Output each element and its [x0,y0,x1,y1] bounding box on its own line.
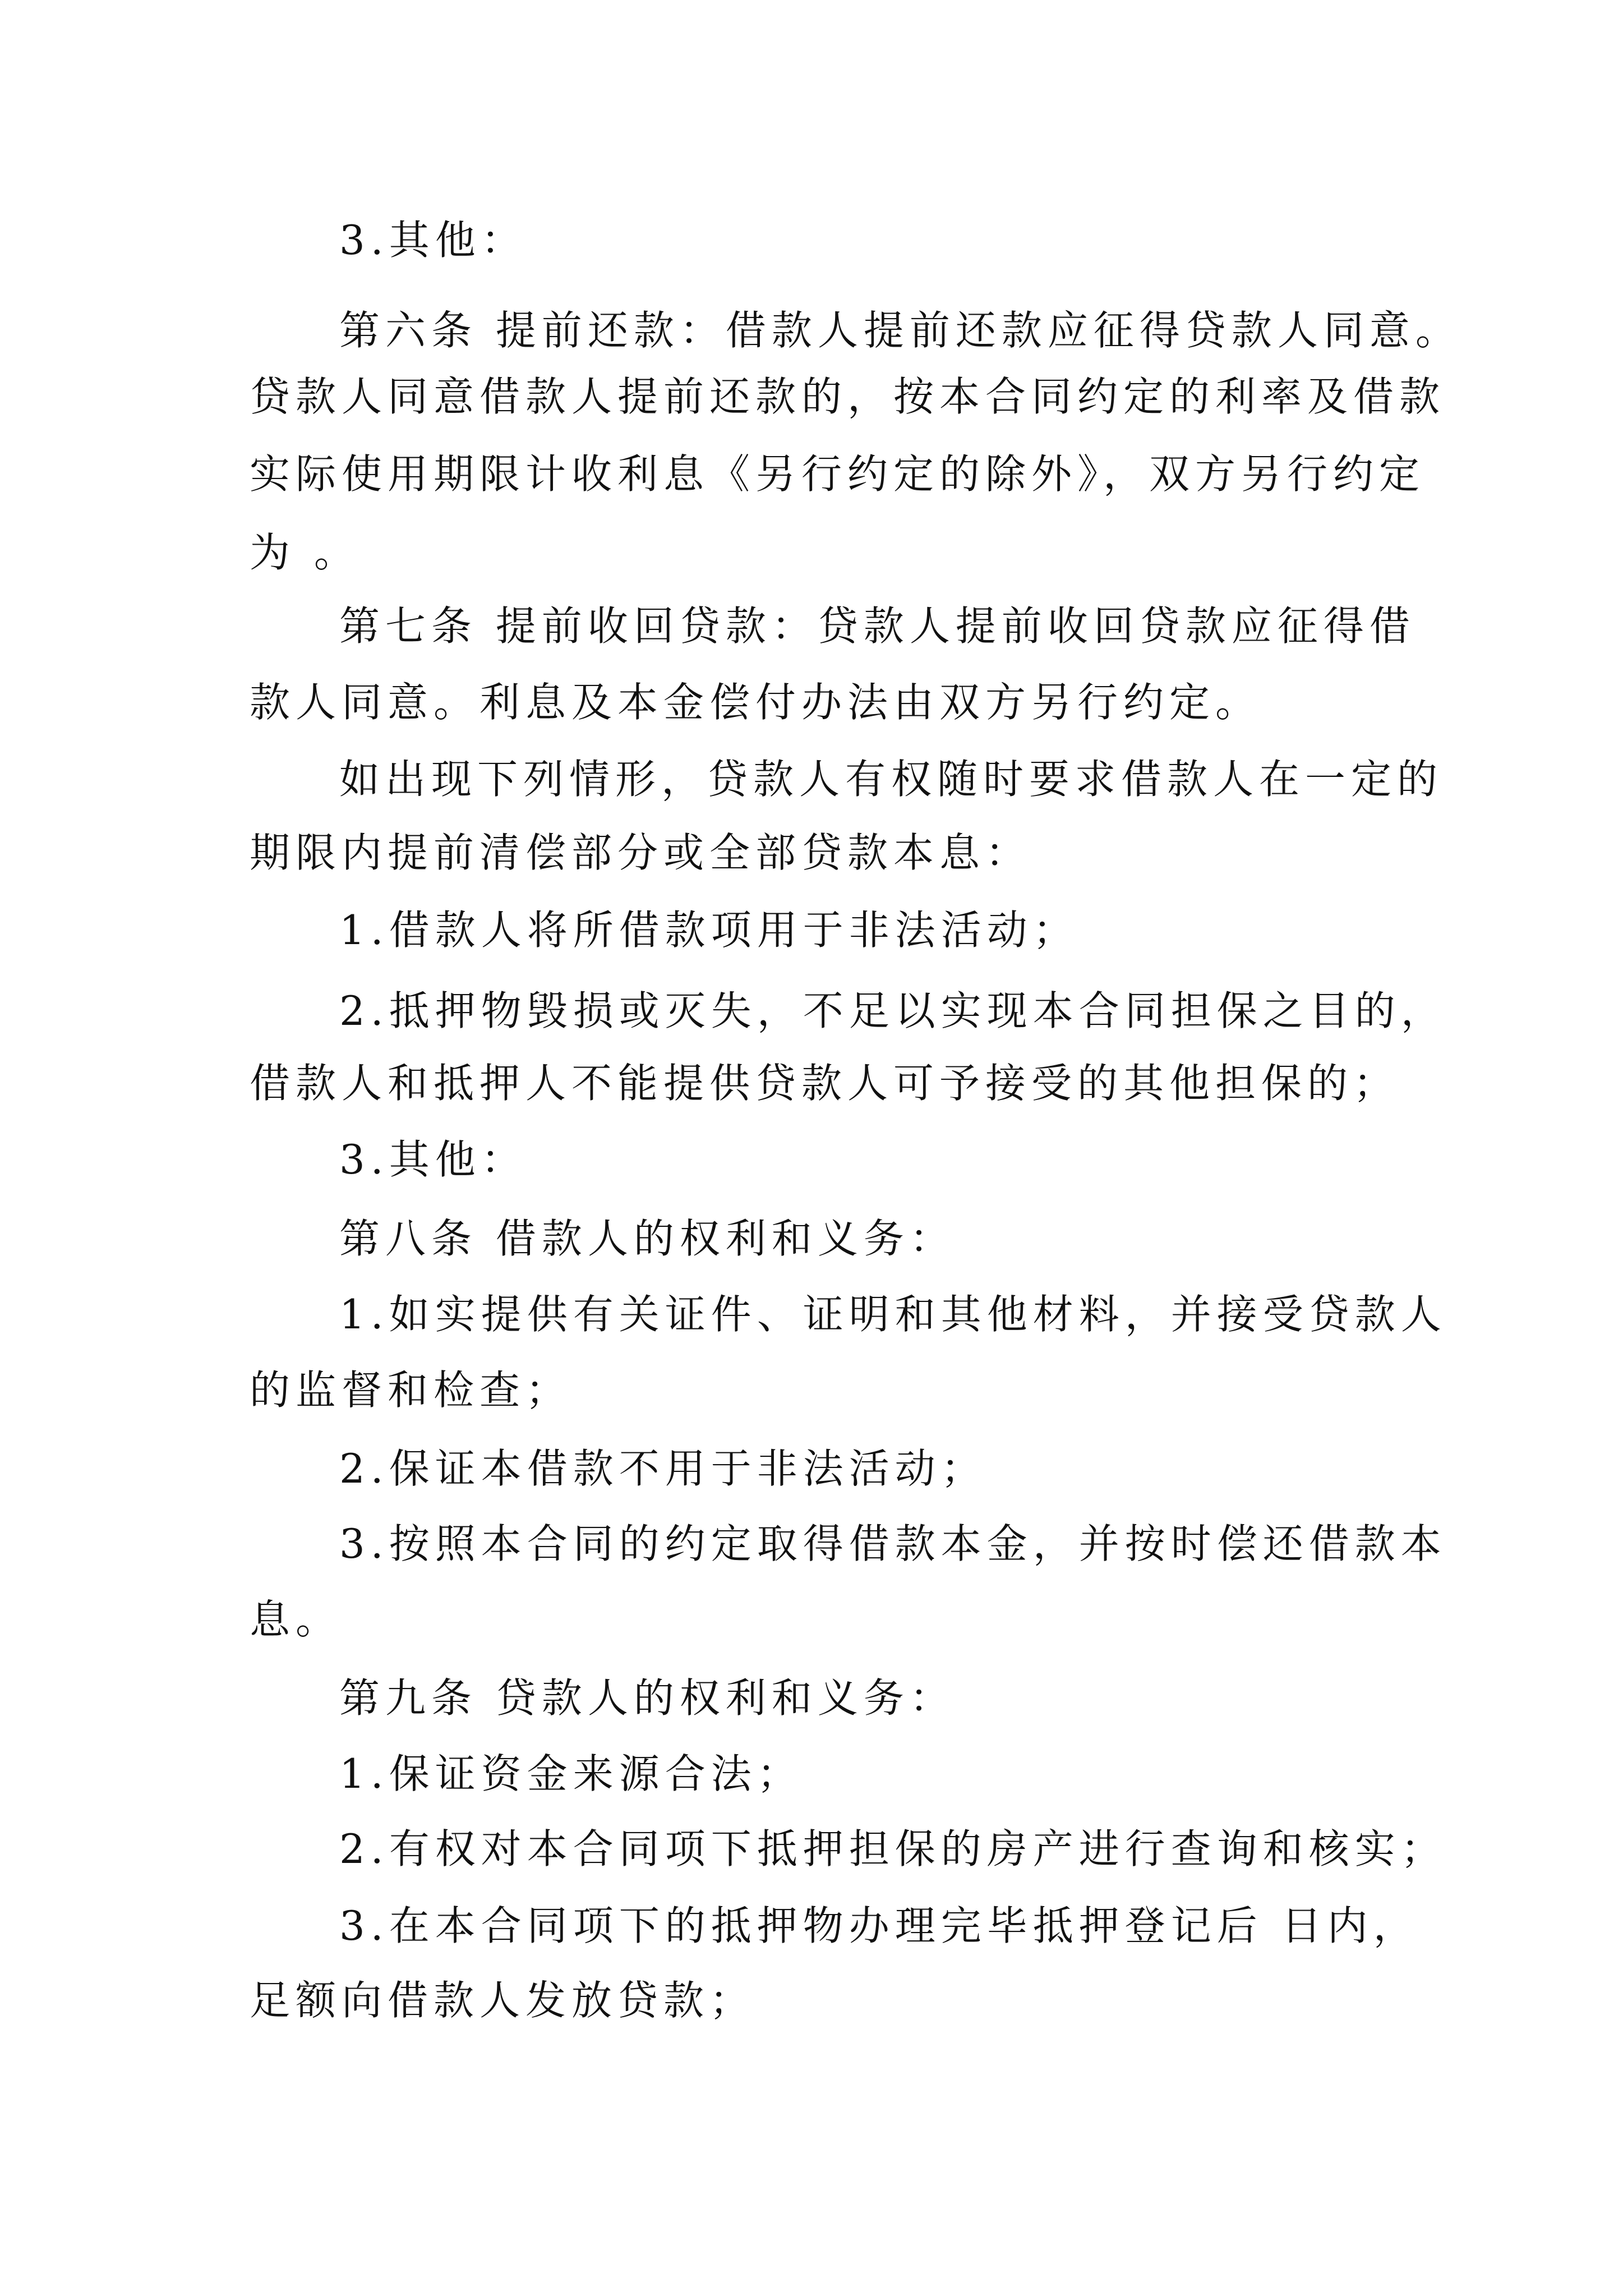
text-line: 的监督和检查； [250,1366,572,1414]
text-line: 借款人和抵押人不能提供贷款人可予接受的其他担保的； [250,1060,1400,1107]
text-line: 如出现下列情形，贷款人有权随时要求借款人在一定的 [339,756,1444,803]
text-line: 期限内提前清偿部分或全部贷款本息： [250,829,1032,876]
text-line: 2.抵押物毁损或灭失，不足以实现本合同担保之目的， [339,987,1447,1034]
text-line: 第八条 借款人的权利和义务： [339,1215,956,1262]
text-line: 3.其他： [339,217,527,264]
text-line: 2.有权对本合同项下抵押担保的房产进行查询和核实； [339,1825,1447,1872]
text-line: 第九条 贷款人的权利和义务： [339,1674,956,1722]
text-line: 1.借款人将所借款项用于非法活动； [339,907,1079,954]
text-line: 3.在本合同项下的抵押物办理完毕抵押登记后 日内， [339,1902,1419,1949]
text-line: 1.如实提供有关证件、证明和其他材料，并接受贷款人 [339,1291,1447,1338]
text-line: 1.保证资金来源合法； [339,1750,803,1797]
text-line: 第七条 提前收回贷款：贷款人提前收回贷款应征得借 [339,602,1415,650]
text-line: 息。 [250,1596,342,1643]
text-line: 实际使用期限计收利息《另行约定的除外》，双方另行约定 [250,450,1426,498]
text-line: 2.保证本借款不用于非法活动； [339,1445,987,1492]
text-line: 3.按照本合同的约定取得借款本金，并按时偿还借款本 [339,1520,1447,1567]
text-line: 足额向借款人发放贷款； [250,1977,756,2024]
text-line: 为 。 [250,529,360,576]
text-line: 3.其他： [339,1136,527,1183]
text-line: 第六条 提前还款：借款人提前还款应征得贷款人同意。 [339,307,1461,354]
text-line: 款人同意。利息及本金偿付办法由双方另行约定。 [250,679,1262,726]
text-line: 贷款人同意借款人提前还款的，按本合同约定的利率及借款 [250,373,1446,420]
